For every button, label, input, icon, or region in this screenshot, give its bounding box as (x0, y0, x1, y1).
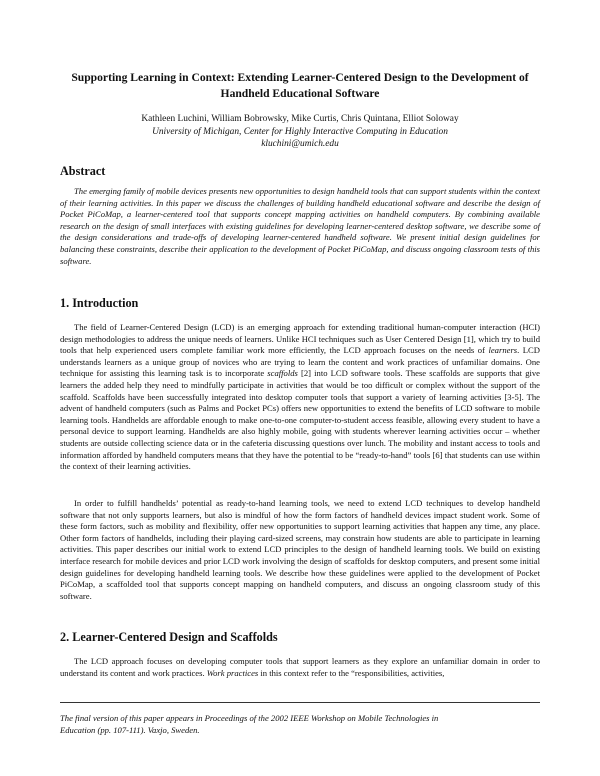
s1p1-learners-emphasis: learners (488, 345, 518, 356)
author-block (60, 113, 540, 151)
section-2-heading: 2. Learner-Centered Design and Scaffolds (60, 630, 278, 644)
section-1-heading: 1. Introduction (60, 296, 139, 310)
footnote (60, 712, 540, 736)
paper-title (60, 70, 540, 102)
s1p1-scaffolds-emphasis: scaffolds (267, 368, 298, 379)
title-line-2: Handheld Educational Software (220, 87, 380, 100)
s2p1-work-practices-emphasis: Work practices (206, 667, 259, 678)
footnote-rule (60, 702, 540, 703)
footnote-line-1: The final version of this paper appears in Proceedings of the 2002 IEEE Workshop on Mobile Technologies in (60, 713, 439, 723)
author-email[interactable]: kluchini@umich.edu (261, 139, 339, 149)
s1p1-text-b: . LCD understands learners as a unique group of novices who are trying to learn the content and work practices of unfamiliar domains. One technique for assisting this learning task is to incorporate (60, 345, 540, 379)
s1p1-text-a: The field of Learner-Centered Design (LCD) is an emerging approach for extending traditional human-computer interaction (HCI) design methodologies to address the unique needs of learners. Unlike HCI techniques such as User Centered Design [1], which try to build tools that help experienced users complete familiar work more efficiently, the LCD approach focuses on the needs of (60, 322, 540, 356)
section-1-paragraph-1 (60, 322, 540, 473)
abstract-text: The emerging family of mobile devices presents new opportunities to design handheld tools that can support students within the context of their learning activities. In this paper we discuss the challenges of building handheld educational software and describe the design of Pocket PiCoMap, a learner-centered tool that supports concept mapping activities on handheld computers. By combining available research on the design of small interfaces with existing guidelines for developing learner-centered desktop software, we describe some of the design considerations and trade-offs of developing learner-centered handheld software. We present initial design guidelines for balancing these constraints, describe their application to the development of Pocket PiCoMap, and discuss ongoing classroom tests of this software. (60, 186, 540, 266)
footnote-line-2: Education (pp. 107-111). Vaxjo, Sweden. (60, 725, 200, 736)
section-1-paragraph-2: In order to fulfill handhelds’ potential as ready-to-hand learning tools, we need to extend LCD techniques to develop handheld software that not only supports learners, but also is mindful of how the form factors of handheld devices impact student work. Some of these form factors, such as mobility and flexibility, offer new opportunities to support learning activities that happen any time, any place. Other form factors of handhelds, including their playing card-sized screens, may constrain how students are able to participate in learning activities. This paper describes our initial work to extend LCD principles to the design of handheld learning tools. We build on existing interface research for mobile devices and prior LCD work involving the design of scaffolds for desktop computers, and present some initial design guidelines for developing handheld learning tools. We describe how these guidelines were applied to the development of Pocket PiCoMap, a scaffolded tool that supports concept mapping on handheld computers, and discuss an ongoing classroom study of this software. (60, 498, 540, 601)
s1p1-text-c: [2] into LCD software tools. These scaffolds are supports that give learners the added help they need to mindfully participate in activities that would be too difficult or complex without the support of the scaffold. Scaffolds have been successfully integrated into desktop computer tools that support a variety of learning activities [3-5]. The advent of handheld computers (such as Palms and Pocket PCs) offers new opportunities to extend the benefits of LCD software to mobile learning tools. Handhelds are affordable enough to make one-to-one computer-to-student access feasible, allowing every student to have a personal device to support learning. Handhelds are also highly mobile, going with students wherever learning activities occur – whether students are outside collecting science data or in the cafeteria discussing questions over lunch. The mobility and instant access to tools and information afforded by handheld computers means that they have the potential to be “ready-to-hand” tools [6] that students can use within the context of their learning activities. (60, 368, 540, 472)
abstract-heading: Abstract (60, 164, 106, 178)
author-names: Kathleen Luchini, William Bobrowsky, Mike Curtis, Chris Quintana, Elliot Soloway (141, 114, 459, 124)
s2p1-text-b: in this context refer to the “responsibilities, activities, (258, 667, 445, 678)
s2p1-text-a: The LCD approach focuses on developing computer tools that support learners as they explore an unfamiliar domain in order to understand its content and work practices. (60, 656, 540, 678)
title-line-1: Supporting Learning in Context: Extending Learner-Centered Design to the Development of (71, 71, 529, 84)
section-2-paragraph-1 (60, 656, 540, 679)
author-affiliation: University of Michigan, Center for Highly Interactive Computing in Education (152, 126, 448, 137)
